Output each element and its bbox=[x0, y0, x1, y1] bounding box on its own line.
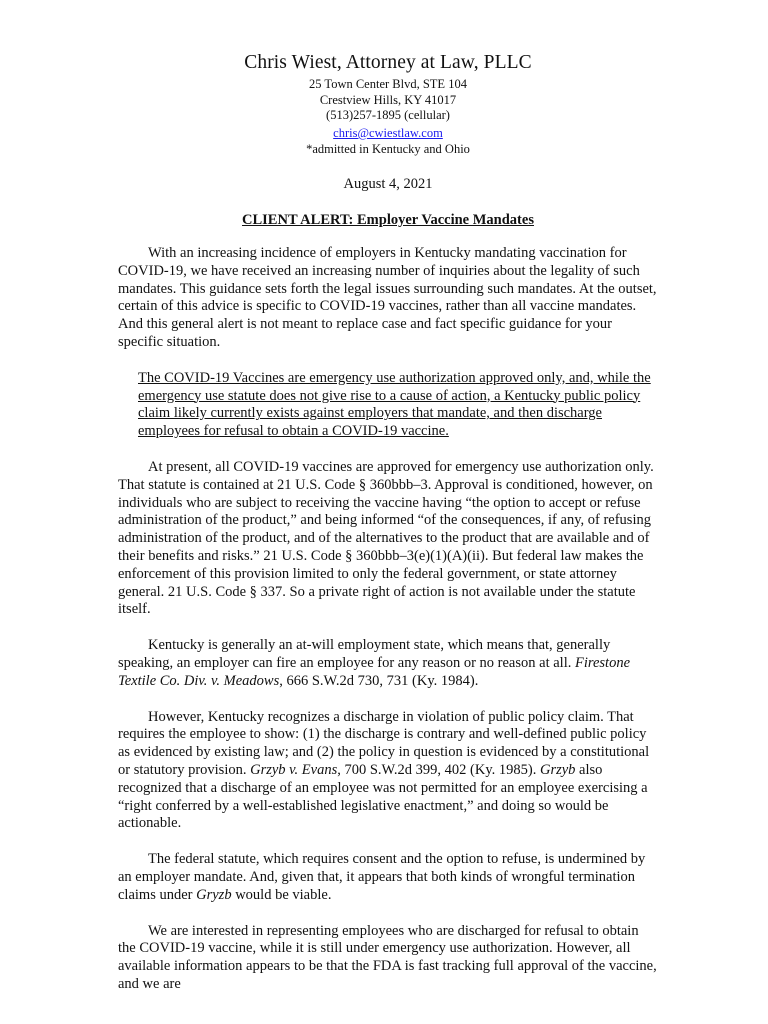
federal-statute-end: would be viable. bbox=[231, 886, 332, 903]
representation-paragraph: We are interested in representing employees who are discharged for refusal to obtain the COVID-19 vaccine, while it is still under emergency use authorization. However, all available information appears to be that the FDA is fast tracking full approval of the vaccine, and we are bbox=[118, 922, 657, 992]
letterhead bbox=[118, 52, 658, 157]
email-link[interactable]: chris@cwiestlaw.com bbox=[333, 125, 443, 140]
grzyb-citation: , 700 S.W.2d 399, 402 (Ky. 1985). bbox=[337, 761, 540, 778]
address-line-1: 25 Town Center Blvd, STE 104 bbox=[309, 77, 467, 92]
case-citation-firestone: Firestone Textile Co. Div. v. Meadows bbox=[118, 654, 631, 689]
intro-paragraph: With an increasing incidence of employers in Kentucky mandating vaccination for COVID-19, we have received an increasing number of inquiries about the legality of such mandates. This guidance sets forth the legal issues surrounding such mandates. At the outset, certain of this advice is specific to COVID-19 vaccines, rather than all vaccine mandates. And this general alert is not meant to replace case and fact specific guidance for your specific situation. bbox=[118, 245, 657, 351]
case-citation-grzyb: Grzyb v. Evans bbox=[250, 761, 338, 778]
at-will-citation: , 666 S.W.2d 730, 731 (Ky. 1984). bbox=[279, 672, 479, 689]
address-line-2: Crestview Hills, KY 41017 bbox=[319, 92, 457, 107]
eua-paragraph: At present, all COVID-19 vaccines are approved for emergency use authorization only. That statute is contained at 21 U.S. Code § 360bbb–3. Approval is conditioned, however, on individuals who are subject to receiving the vaccine having “the option to accept or refuse administration of the product,” and being informed “of the consequences, if any, of refusing administration of the product, and of the alternatives to the product that are available and of their benefits and risks.” 21 U.S. Code § 360bbb–3(e)(1)(A)(ii). But federal law makes the enforcement of this provision limited to only the federal government, or state attorney general. 21 U.S. Code § 337. So a private right of action is not available under the statute itself. bbox=[118, 459, 654, 618]
case-name-grzyb: Grzyb bbox=[539, 761, 576, 778]
letter-date: August 4, 2021 bbox=[343, 176, 433, 193]
firm-name: Chris Wiest, Attorney at Law, PLLC bbox=[244, 52, 532, 73]
case-name-gryzb: Gryzb bbox=[196, 886, 232, 903]
at-will-paragraph bbox=[118, 637, 658, 690]
alert-heading: CLIENT ALERT: Employer Vaccine Mandates bbox=[242, 212, 534, 229]
public-policy-conclusion: also recognized that a discharge of an employee was not permitted for an employee exercising a “right conferred by a well-established legislative enactment,” and doing so would be actionable. bbox=[118, 761, 648, 832]
public-policy-text: However, Kentucky recognizes a discharge in violation of public policy claim. That requires the employee to show: (1) the discharge is contrary and well-defined public policy as evidenced by existing law; and (2) the policy in question is evidenced by a constitutional or statutory provision. bbox=[118, 708, 650, 778]
at-will-text: Kentucky is generally an at-will employment state, which means that, generally speaking, an employer can fire an employee for any reason or no reason at all. bbox=[118, 637, 611, 671]
phone-number: (513)257-1895 (cellular) bbox=[326, 108, 450, 123]
public-policy-paragraph bbox=[118, 709, 658, 834]
federal-statute-text: The federal statute, which requires consent and the option to refuse, is undermined by an employer mandate. And, given that, it appears that both kinds of wrongful termination claims under bbox=[118, 851, 646, 903]
issue-statement: The COVID-19 Vaccines are emergency use authorization approved only, and, while the emergency use statute does not give rise to a cause of action, a Kentucky public policy claim likely currently exists against employers that mandate, and then discharge employees for refusal to obtain a COVID-19 vaccine. bbox=[138, 369, 651, 440]
federal-statute-paragraph bbox=[118, 851, 658, 904]
admission-note: *admitted in Kentucky and Ohio bbox=[306, 141, 470, 156]
